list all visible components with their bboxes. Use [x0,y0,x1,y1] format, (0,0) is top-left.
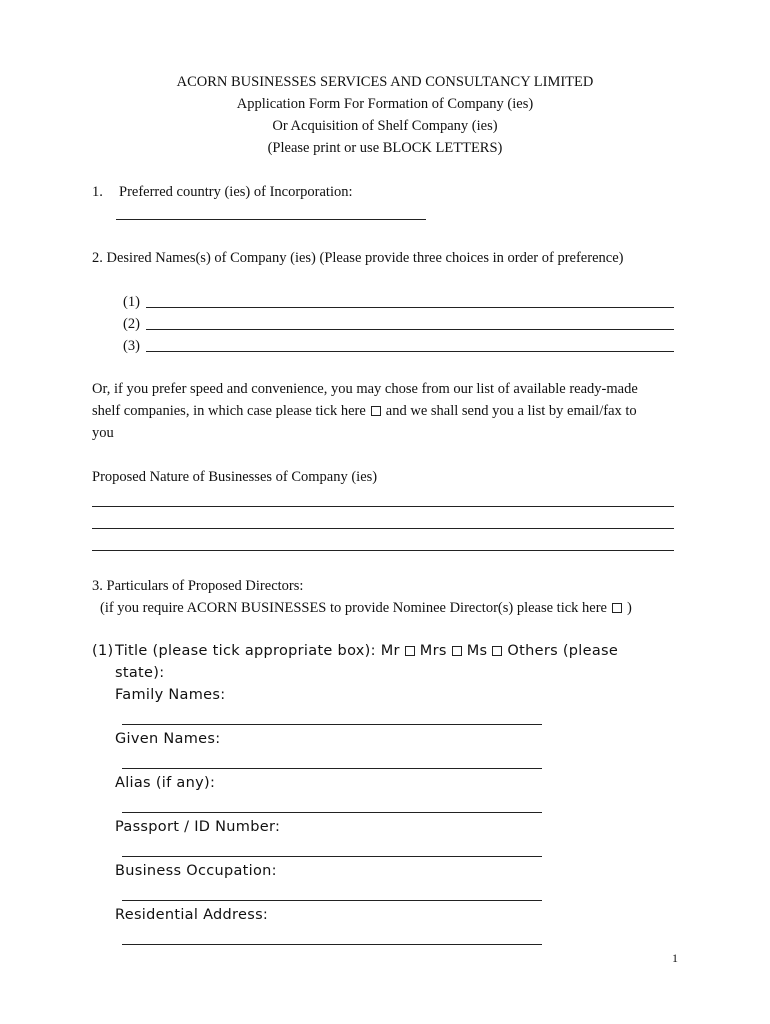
family-names-label: Family Names: [115,687,226,703]
nominee-text [100,600,632,617]
page-number: 1 [672,951,678,965]
passport-id-label: Passport / ID Number: [115,819,281,835]
mrs-checkbox[interactable] [452,646,462,656]
name-choice-3-label: (3) [123,338,140,354]
residential-address-label: Residential Address: [115,907,269,923]
nature-line-3[interactable] [92,550,674,551]
section2-label: 2. Desired Names(s) of Company (ies) (Please provide three choices in order of preference) [92,250,624,266]
family-names-line[interactable] [122,724,542,725]
name-choice-1-line[interactable] [146,307,674,308]
given-names-label: Given Names: [115,731,221,747]
name-choice-3-line[interactable] [146,351,674,352]
nature-label: Proposed Nature of Businesses of Company (ies) [92,469,378,485]
passport-id-line[interactable] [122,856,542,857]
ms-checkbox[interactable] [492,646,502,656]
shelf-text-line1: Or, if you prefer speed and convenience, you may chose from our list of available ready-made [92,381,638,397]
given-names-line[interactable] [122,768,542,769]
nature-line-2[interactable] [92,528,674,529]
residential-address-line[interactable] [122,944,542,945]
business-occupation-label: Business Occupation: [115,863,277,879]
nominee-label: (if you require ACORN BUSINESSES to provide Nominee Director(s) please tick here [100,600,607,616]
shelf-text-before: shelf companies, in which case please tick here [92,403,366,419]
nominee-checkbox[interactable] [612,603,622,613]
alias-line[interactable] [122,812,542,813]
director-number: (1) [92,643,114,659]
name-choice-1-label: (1) [123,294,140,310]
print-instruction: (Please print or use BLOCK LETTERS) [267,140,503,156]
name-choice-2-label: (2) [123,316,140,332]
title-state-label: state): [115,665,165,681]
mrs-label: Mrs [419,643,447,659]
country-input-line[interactable] [116,219,426,220]
section1-label: Preferred country (ies) of Incorporation: [119,184,353,200]
name-choice-2-line[interactable] [146,329,674,330]
section1-number: 1. [92,184,103,200]
shelf-text-line2 [92,403,637,420]
shelf-text-after: and we shall send you a list by email/fax to [385,403,637,419]
alias-label: Alias (if any): [115,775,216,791]
form-title: Application Form For Formation of Company (ies) [236,96,534,112]
nominee-close: ) [627,600,632,616]
mr-checkbox[interactable] [405,646,415,656]
shelf-text-line3: you [92,425,114,441]
form-subtitle: Or Acquisition of Shelf Company (ies) [272,118,498,134]
title-label: Title (please tick appropriate box): Mr [115,643,400,659]
shelf-checkbox[interactable] [371,406,381,416]
section3-label: 3. Particulars of Proposed Directors: [92,578,304,594]
nature-line-1[interactable] [92,506,674,507]
ms-label: Ms [466,643,488,659]
company-name: ACORN BUSINESSES SERVICES AND CONSULTANCY LIMITED [176,74,594,90]
director-title-row [115,643,618,659]
business-occupation-line[interactable] [122,900,542,901]
others-label: Others (please [507,643,619,659]
